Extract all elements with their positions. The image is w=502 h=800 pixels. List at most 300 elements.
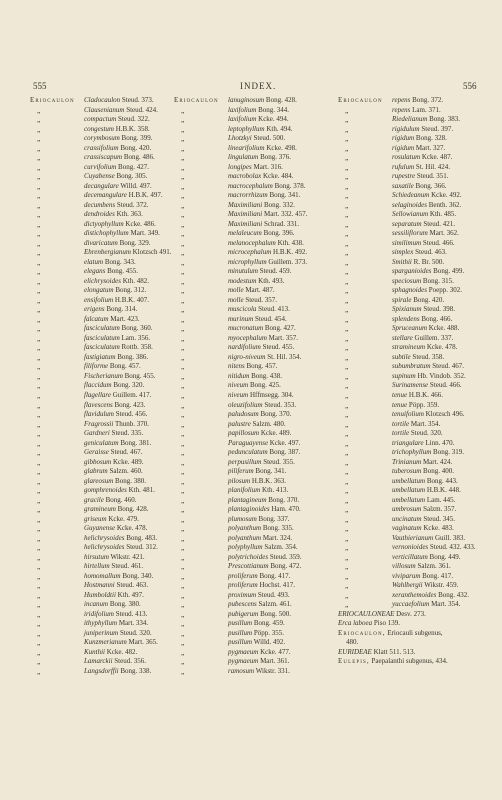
species-epithet: tuberosum — [392, 467, 422, 476]
species-epithet: Vauthierianum — [392, 533, 434, 542]
authority-and-page: Steud. 372. — [116, 200, 149, 209]
ditto-mark: „ — [37, 105, 41, 115]
species-epithet: nitidum — [228, 371, 250, 380]
index-entry — [174, 96, 332, 106]
species-epithet: pusillum — [228, 628, 253, 637]
ditto-mark: „ — [345, 343, 349, 353]
index-entry — [30, 267, 172, 277]
authority-and-page: Bong. 386. — [117, 352, 149, 361]
ditto-mark: „ — [345, 590, 349, 600]
species-epithet: umbellatum — [392, 476, 426, 485]
ditto-mark: „ — [181, 543, 185, 553]
species-epithet: pygmaeum — [228, 657, 259, 666]
ditto-mark: „ — [345, 600, 349, 610]
ditto-mark: „ — [37, 172, 41, 182]
authority-and-page: Steud. 353. — [264, 400, 297, 409]
authority-and-page: Bong. 499. — [433, 267, 465, 276]
authority-and-page: Mart. 324. — [262, 533, 293, 542]
authority-and-page: Bong. 340. — [122, 571, 154, 580]
species-epithet: fastigiatum — [84, 352, 116, 361]
species-epithet: macrorrhizum — [228, 191, 268, 200]
species-epithet: decangulare — [84, 181, 119, 190]
index-entry — [174, 134, 332, 144]
authority-and-page: Kcke. 494. — [258, 115, 289, 124]
index-entry — [338, 115, 490, 125]
species-epithet: gibbosum — [84, 457, 112, 466]
ditto-mark: „ — [181, 352, 185, 362]
species-epithet: nitens — [228, 362, 245, 371]
index-entry — [338, 96, 490, 106]
ditto-mark: „ — [37, 362, 41, 372]
ditto-mark: „ — [37, 191, 41, 201]
species-epithet: compactum — [84, 115, 117, 124]
authority-and-page: Kcke. 498. — [266, 143, 297, 152]
index-entry — [338, 153, 490, 163]
species-epithet: incanum — [84, 600, 109, 609]
index-entry — [338, 343, 490, 353]
authority-and-page: Steud. 335. — [111, 429, 144, 438]
species-epithet: Fischerianum — [84, 371, 123, 380]
index-entry — [338, 182, 490, 192]
index-entry — [30, 96, 172, 106]
species-epithet: Langsdorffii — [84, 666, 119, 675]
ditto-mark: „ — [345, 438, 349, 448]
authority-and-page: Bong. 337. — [258, 514, 290, 523]
species-epithet: perpusillum — [228, 457, 262, 466]
ditto-mark: „ — [181, 267, 185, 277]
ditto-mark: „ — [345, 143, 349, 153]
species-epithet: speciosum — [392, 276, 422, 285]
species-epithet: helichrysoides — [84, 533, 125, 542]
authority-and-page: Steud. 397. — [421, 124, 454, 133]
authority-and-page: Wikstr. 421. — [110, 552, 145, 561]
index-entry — [338, 353, 490, 363]
index-entry — [30, 467, 172, 477]
index-entry — [338, 486, 490, 496]
authority-and-page: Steud. 461. — [111, 562, 144, 571]
species-epithet: iridifolium — [84, 609, 114, 618]
ditto-mark: „ — [345, 552, 349, 562]
authority-and-page: Bong. 370. — [268, 495, 300, 504]
species-epithet: Gardneri — [84, 429, 110, 438]
index-entry — [338, 477, 490, 487]
ditto-mark: „ — [37, 390, 41, 400]
page-reference: 480. — [346, 638, 359, 647]
authority-and-page: Bong. 332. — [263, 200, 295, 209]
ditto-mark: „ — [345, 457, 349, 467]
authority-and-page: Klotzsch 496. — [425, 410, 465, 419]
authority-and-page: H.B.K. 363. — [251, 476, 286, 485]
ditto-mark: „ — [181, 514, 185, 524]
index-entry — [30, 543, 172, 553]
index-entry — [338, 210, 490, 220]
authority-and-page: Steud. 373. — [121, 96, 154, 104]
authority-and-page: Steud. 320. — [119, 628, 152, 637]
index-entry — [174, 163, 332, 173]
index-entry — [338, 324, 490, 334]
species-epithet: elongatum — [84, 286, 114, 295]
species-epithet: pubigerum — [228, 609, 259, 618]
authority-and-page: Steud. 500. — [253, 134, 286, 143]
authority-and-page: R. Br. 500. — [413, 257, 445, 266]
ditto-mark: „ — [181, 324, 185, 334]
species-epithet: subumbratum — [392, 362, 431, 371]
authority-and-page: Steud. 398. — [423, 305, 456, 314]
ditto-mark: „ — [37, 533, 41, 543]
index-entry — [174, 429, 332, 439]
ditto-mark: „ — [37, 600, 41, 610]
authority-and-page: H.B.K. 407. — [114, 295, 149, 304]
authority-and-page: Bong. 425. — [249, 381, 281, 390]
species-epithet: Geraisse — [84, 448, 109, 457]
authority-and-page: Mart. 316. — [253, 162, 283, 171]
genus-label: Eriocaulon — [174, 96, 219, 104]
ditto-mark: „ — [37, 219, 41, 229]
species-epithet: repens — [392, 105, 411, 114]
species-epithet: plantaginoides — [228, 505, 270, 514]
ditto-mark: „ — [181, 124, 185, 134]
authority-and-page: Bong. 483. — [126, 533, 158, 542]
index-entry — [30, 153, 172, 163]
index-entry — [338, 581, 490, 591]
authority-and-page: Steud. 467. — [432, 362, 464, 371]
ditto-mark: „ — [37, 343, 41, 353]
authority-and-page: Bong. 472. — [270, 562, 302, 571]
authority-and-page: Steud. 466. — [429, 381, 462, 390]
ditto-mark: „ — [181, 533, 185, 543]
species-epithet: melaleucum — [228, 229, 262, 238]
ditto-mark: „ — [37, 457, 41, 467]
species-epithet: rosulatum — [392, 153, 421, 162]
index-entry — [174, 201, 332, 211]
index-entry — [174, 267, 332, 277]
species-epithet: Riedelianum — [392, 115, 428, 124]
authority-and-page: Steud. 357. — [245, 295, 278, 304]
authority-and-page: Bong. 305. — [116, 172, 148, 181]
ditto-mark: „ — [345, 514, 349, 524]
authority-and-page: Bong. 399. — [121, 134, 153, 143]
authority-and-page: Eriocauli subgenus, — [387, 628, 443, 637]
authority-and-page: Kcke. 478. — [426, 343, 458, 352]
index-entry — [338, 229, 490, 239]
species-epithet: Maximiliani — [228, 219, 263, 228]
ditto-mark: „ — [181, 191, 185, 201]
ditto-mark: „ — [181, 600, 185, 610]
authority-and-page: Guillem. 337. — [414, 333, 454, 342]
authority-and-page: Bong. 366. — [415, 181, 447, 190]
authority-and-page: Wikstr. 331. — [255, 666, 290, 675]
ditto-mark: „ — [345, 571, 349, 581]
authority-and-page: Steud. 312. — [126, 543, 158, 552]
authority-and-page: Kcke. 484. — [262, 172, 294, 181]
ditto-mark: „ — [345, 390, 349, 400]
index-entry — [338, 439, 490, 449]
species-epithet: Paraguayense — [228, 438, 269, 447]
species-epithet: rigidum — [392, 134, 415, 143]
index-entry — [174, 334, 332, 344]
index-column-2 — [174, 96, 332, 676]
ditto-mark: „ — [345, 400, 349, 410]
ditto-mark: „ — [37, 628, 41, 638]
index-entry — [174, 106, 332, 116]
authority-and-page: Bong. 486. — [123, 153, 155, 162]
ditto-mark: „ — [345, 238, 349, 248]
authority-and-page: Steud. 432. 433. — [429, 543, 476, 552]
ditto-mark: „ — [181, 419, 185, 429]
ditto-mark: „ — [181, 381, 185, 391]
species-epithet: polyanthum — [228, 533, 262, 542]
index-entry — [338, 610, 490, 620]
ditto-mark: „ — [37, 638, 41, 648]
species-epithet: macrobolax — [228, 172, 262, 181]
authority-and-page: Steud. 358. — [412, 352, 445, 361]
ditto-mark: „ — [345, 267, 349, 277]
index-entry — [174, 581, 332, 591]
authority-and-page: Steud. 413. — [115, 609, 148, 618]
index-entry — [30, 581, 172, 591]
ditto-mark: „ — [181, 172, 185, 182]
authority-and-page: Bong. 338. — [120, 666, 152, 675]
index-entry — [338, 591, 490, 601]
index-entry — [30, 534, 172, 544]
authority-and-page: Thunb. 370. — [114, 419, 149, 428]
species-epithet: myocephalum — [228, 333, 267, 342]
group-label: Eulepis, — [338, 657, 370, 666]
authority-and-page: Kcke. 479. — [108, 514, 139, 523]
authority-and-page: Bong. 438. — [251, 371, 283, 380]
authority-and-page: Mart. 362. — [429, 229, 459, 238]
authority-and-page: Pöpp. 359. — [408, 400, 440, 409]
species-epithet: oleuzifolium — [228, 400, 263, 409]
species-epithet: microphyllum — [228, 257, 267, 266]
index-entry — [30, 638, 172, 648]
index-entry — [30, 106, 172, 116]
authority-and-page: Bong. 335. — [262, 524, 294, 533]
species-epithet: flaccidum — [84, 381, 112, 390]
index-entry — [30, 334, 172, 344]
authority-and-page: Salzm. 357. — [423, 505, 457, 514]
index-entry — [30, 324, 172, 334]
ditto-mark: „ — [181, 638, 185, 648]
ditto-mark: „ — [345, 476, 349, 486]
authority-and-page: Kcke. 477. — [260, 647, 291, 656]
authority-and-page: H.B.K. 358. — [115, 124, 150, 133]
species-epithet: crassifolium — [84, 143, 119, 152]
species-epithet: plumosum — [228, 514, 257, 523]
ditto-mark: „ — [37, 314, 41, 324]
ditto-mark: „ — [181, 495, 185, 505]
index-entry — [338, 239, 490, 249]
ditto-mark: „ — [181, 657, 185, 667]
index-entry — [174, 381, 332, 391]
species-epithet: gracile — [84, 495, 104, 504]
index-entry — [30, 296, 172, 306]
authority-and-page: Kcke. 488. — [428, 324, 460, 333]
species-epithet: papillosum — [228, 429, 260, 438]
species-epithet: Kunthii — [84, 647, 106, 656]
ditto-mark: „ — [181, 162, 185, 172]
taxon-name: Erca laboea — [338, 619, 373, 628]
authority-and-page: Bong. 376. — [260, 153, 292, 162]
ditto-mark: „ — [181, 590, 185, 600]
ditto-mark: „ — [37, 666, 41, 676]
index-entry — [30, 258, 172, 268]
index-entry — [338, 248, 490, 258]
index-entry — [338, 629, 490, 639]
ditto-mark: „ — [181, 210, 185, 220]
species-epithet: dendroides — [84, 210, 115, 219]
authority-and-page: Steud. 493. — [257, 590, 290, 599]
species-epithet: Wahlbergii — [392, 581, 423, 590]
species-epithet: modestum — [228, 276, 257, 285]
index-entry — [174, 486, 332, 496]
authority-and-page: Bong. 328. — [415, 134, 447, 143]
authority-and-page: Bong. 343. — [104, 257, 136, 266]
index-entry — [30, 305, 172, 315]
authority-and-page: Steud. 356. — [114, 657, 146, 666]
ditto-mark: „ — [181, 248, 185, 258]
ditto-mark: „ — [181, 153, 185, 163]
species-epithet: Ehrenbergianum — [84, 248, 131, 257]
authority-and-page: Bong. 420. — [413, 295, 445, 304]
authority-and-page: Steud. 421. — [423, 219, 456, 228]
ditto-mark: „ — [181, 219, 185, 229]
index-entry — [174, 115, 332, 125]
ditto-mark: „ — [37, 352, 41, 362]
authority-and-page: Salzm. 354. — [264, 543, 298, 552]
index-entry — [30, 115, 172, 125]
authority-and-page: Steud. 463. — [415, 248, 447, 257]
authority-and-page: Bong. 312. — [115, 286, 147, 295]
index-entry — [338, 134, 490, 144]
ditto-mark: „ — [181, 619, 185, 629]
authority-and-page: Bong. 443. — [426, 476, 458, 485]
authority-and-page: Bong. 428. — [117, 505, 149, 514]
index-entry — [30, 286, 172, 296]
index-entry — [174, 410, 332, 420]
genus-label: Eriocaulon — [338, 96, 383, 104]
index-entry — [338, 163, 490, 173]
ditto-mark: „ — [37, 410, 41, 420]
species-epithet: rufulum — [392, 162, 415, 171]
authority-and-page: Bong. 378. — [274, 181, 306, 190]
species-epithet: laxifolium — [228, 115, 257, 124]
index-entry — [174, 391, 332, 401]
authority-and-page: Bong. 370. — [260, 410, 292, 419]
index-entry — [174, 144, 332, 154]
species-epithet: Spruceanum — [392, 324, 427, 333]
authority-and-page: Mart. 349. — [130, 229, 160, 238]
authority-and-page: Kth. 413. — [262, 486, 289, 495]
authority-and-page: Ham. 470. — [271, 505, 301, 514]
index-entry — [174, 305, 332, 315]
authority-and-page: Desv. 273. — [396, 609, 426, 618]
species-epithet: stellare — [392, 333, 413, 342]
ditto-mark: „ — [345, 248, 349, 258]
authority-and-page: Mart. 357. — [268, 333, 298, 342]
ditto-mark: „ — [37, 229, 41, 239]
species-epithet: pygmaeum — [228, 647, 259, 656]
index-entry — [174, 562, 332, 572]
ditto-mark: „ — [181, 390, 185, 400]
species-epithet: lingulatum — [228, 153, 259, 162]
ditto-mark: „ — [345, 276, 349, 286]
authority-and-page: Hffmsegg. 304. — [249, 390, 294, 399]
ditto-mark: „ — [181, 505, 185, 515]
species-epithet: paludosum — [228, 410, 259, 419]
authority-and-page: Kth. 493. — [258, 276, 285, 285]
species-epithet: lanuginosum — [228, 96, 265, 104]
ditto-mark: „ — [345, 543, 349, 553]
ditto-mark: „ — [37, 438, 41, 448]
species-epithet: macrocephalum — [228, 181, 273, 190]
species-epithet: umbellatum — [392, 495, 426, 504]
index-entry — [338, 144, 490, 154]
authority-and-page: Steud. 322. — [118, 115, 150, 124]
ditto-mark: „ — [345, 115, 349, 125]
index-entry — [174, 239, 332, 249]
species-epithet: niveum — [228, 381, 249, 390]
species-epithet: gramineum — [84, 505, 116, 514]
index-entry — [338, 505, 490, 515]
species-epithet: fasciculatum — [84, 333, 120, 342]
authority-and-page: Bong. 380. — [115, 476, 146, 485]
ditto-mark: „ — [181, 238, 185, 248]
authority-and-page: Kcke. 489. — [260, 429, 292, 438]
ditto-mark: „ — [345, 362, 349, 372]
authority-and-page: Mart. 424. — [422, 457, 453, 466]
species-epithet: fasciculatum — [84, 343, 120, 352]
ditto-mark: „ — [345, 153, 349, 163]
species-epithet: yuccaefolium — [392, 600, 430, 609]
index-entry — [174, 439, 332, 449]
ditto-mark: „ — [181, 581, 185, 591]
left-page-number: 555 — [33, 81, 47, 91]
authority-and-page: Piso 139. — [373, 619, 400, 628]
ditto-mark: „ — [345, 333, 349, 343]
authority-and-page: Kth. 481. — [128, 486, 155, 495]
species-epithet: simplex — [392, 248, 414, 257]
ditto-mark: „ — [37, 514, 41, 524]
authority-and-page: Willd. 492. — [253, 638, 286, 647]
species-epithet: glabrum — [84, 467, 108, 476]
ditto-mark: „ — [181, 438, 185, 448]
ditto-mark: „ — [181, 647, 185, 657]
authority-and-page: Steud. 455. — [262, 343, 295, 352]
index-entry — [174, 324, 332, 334]
species-epithet: Lamarckii — [84, 657, 113, 666]
ditto-mark: „ — [181, 410, 185, 420]
authority-and-page: Steud. 413. — [258, 305, 290, 314]
authority-and-page: Bong. 341. — [255, 467, 287, 476]
ditto-mark: „ — [345, 448, 349, 458]
authority-and-page: Steud. 456. — [115, 410, 148, 419]
species-epithet: tortile — [392, 429, 410, 438]
species-epithet: stramineum — [392, 343, 426, 352]
index-entry — [30, 401, 172, 411]
authority-and-page: Salzm. 361. — [417, 562, 451, 571]
species-epithet: laxifolium — [228, 105, 257, 114]
index-entry — [30, 553, 172, 563]
authority-and-page: Kcke. 492. — [431, 191, 462, 200]
ditto-mark: „ — [181, 286, 185, 296]
index-entry — [30, 163, 172, 173]
ditto-mark: „ — [181, 333, 185, 343]
authority-and-page: H.B.K. 448. — [426, 486, 461, 495]
ditto-mark: „ — [181, 200, 185, 210]
authority-and-page: Bong. 314. — [106, 305, 138, 314]
ditto-mark: „ — [345, 162, 349, 172]
